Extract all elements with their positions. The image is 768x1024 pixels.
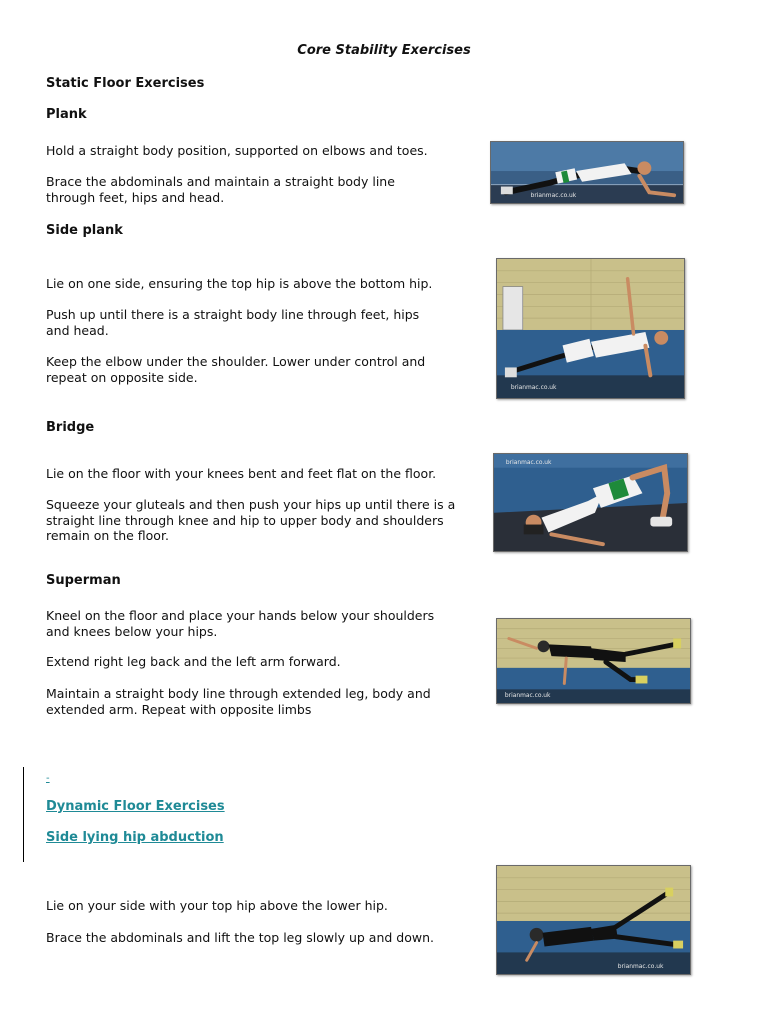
revision-bar [23, 767, 24, 862]
watermark-text: brianmac.co.uk [505, 459, 552, 466]
superman-para-2: Extend right leg back and the left arm forward. [46, 654, 341, 669]
watermark-text: brianmac.co.uk [617, 964, 664, 971]
heading-superman: Superman [46, 573, 121, 588]
watermark-text: brianmac.co.uk [504, 693, 551, 700]
side-lying-hip-abduction-link[interactable]: Side lying hip abduction [46, 830, 224, 845]
superman-photo [496, 618, 691, 704]
plank-para-1: Hold a straight body position, supported on elbows and toes. [46, 143, 428, 158]
side-plank-para-2: Push up until there is a straight body line through feet, hips and head. [46, 307, 420, 338]
bridge-para-1: Lie on the floor with your knees bent and feet flat on the floor. [46, 466, 437, 481]
side-plank-photo [496, 258, 685, 399]
superman-para-3: Maintain a straight body line through extended leg, body and extended arm. Repeat with opposite limbs [46, 686, 431, 717]
side-plank-para-1: Lie on one side, ensuring the top hip is above the bottom hip. [46, 276, 433, 291]
heading-plank: Plank [46, 107, 87, 122]
superman-para-1: Kneel on the floor and place your hands below your shoulders and knees below your hips. [46, 608, 435, 639]
hip-abduction-photo [496, 865, 691, 975]
bridge-para-2: Squeeze your gluteals and then push your hips up until there is a straight line through knee and hip to upper body and shoulders remain on the floor. [46, 497, 456, 543]
heading-bridge: Bridge [46, 420, 95, 435]
empty-link[interactable]: - [46, 773, 50, 784]
dynamic-floor-exercises-link[interactable]: Dynamic Floor Exercises [46, 799, 225, 814]
hip-abduction-para-2: Brace the abdominals and lift the top leg slowly up and down. [46, 930, 434, 945]
hip-abduction-para-1: Lie on your side with your top hip above the lower hip. [46, 898, 388, 913]
bridge-photo [493, 453, 688, 552]
page-title: Core Stability Exercises [297, 43, 471, 58]
section-heading-static: Static Floor Exercises [46, 76, 205, 91]
plank-para-2: Brace the abdominals and maintain a straight body line through feet, hips and head. [46, 174, 395, 205]
side-plank-para-3: Keep the elbow under the shoulder. Lower under control and repeat on opposite side. [46, 354, 426, 385]
watermark-text: brianmac.co.uk [510, 385, 557, 392]
plank-photo [490, 141, 684, 204]
watermark-text: brianmac.co.uk [530, 193, 577, 200]
heading-side-plank: Side plank [46, 223, 123, 238]
